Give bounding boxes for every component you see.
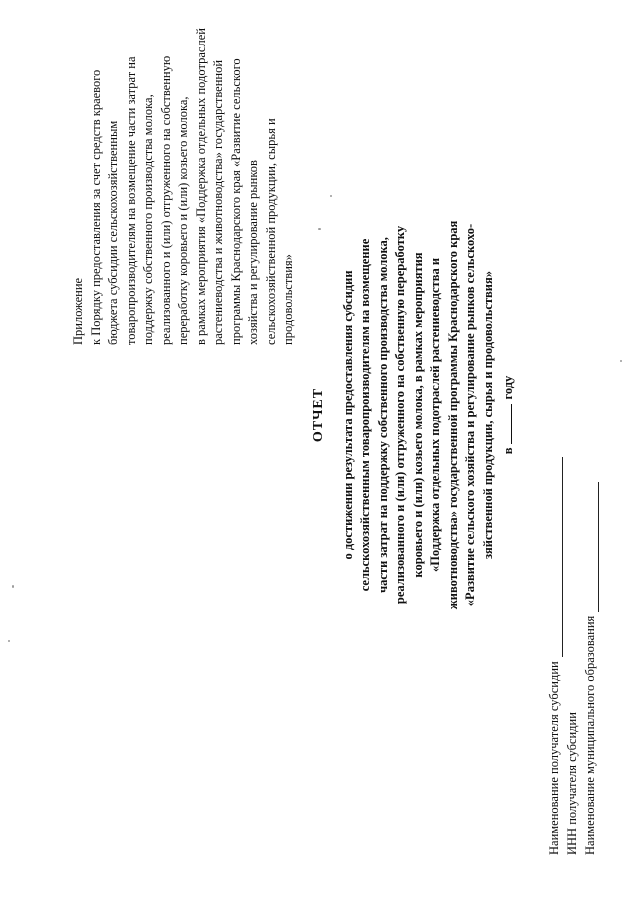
recipient-name-label: Наименование получателя субсидии [547, 661, 561, 855]
appendix-header [70, 28, 298, 345]
appendix-line: продовольствия» [281, 254, 295, 345]
municipality-blank[interactable] [585, 482, 599, 612]
report-subtitle-line: коровьего и (или) козьего молока, в рамках мероприятия [410, 252, 425, 578]
appendix-line: в рамках мероприятия «Поддержка отдельных подотраслей [193, 28, 208, 345]
recipient-inn-label: ИНН получателя субсидии [565, 712, 579, 855]
scan-speck [318, 228, 321, 230]
appendix-line: хозяйства и регулирование рынков [246, 160, 260, 345]
report-title: ОТЧЕТ [311, 387, 326, 443]
report-subtitle-line: зяйственной продукции, сырья и продовольствия» [480, 270, 495, 560]
recipient-name-row [545, 295, 563, 855]
scan-speck [12, 585, 14, 588]
report-subtitle-line: реализованного и (или) отгруженного на собственную переработку [393, 225, 407, 605]
recipient-name-blank[interactable] [549, 457, 563, 657]
report-period [499, 65, 518, 765]
report-subtitle-line: животноводства» государственной программы Краснодарского края [445, 220, 460, 610]
year-blank-field[interactable] [499, 404, 512, 444]
appendix-line: программы Краснодарского края «Развитие сельского [228, 58, 243, 345]
appendix-line: товаропроизводителям на возмещение части затрат на [123, 56, 138, 345]
municipality-row [581, 295, 599, 855]
municipality-label: Наименование муниципального образования [583, 615, 597, 855]
appendix-line: реализованного и (или) отгруженного на собственную [158, 55, 173, 345]
period-suffix: году [501, 375, 515, 400]
scan-speck [330, 195, 332, 197]
appendix-line: сельскохозяйственной продукции, сырья и [263, 118, 278, 345]
appendix-line: Приложение [71, 277, 85, 345]
report-subtitle-line: «Поддержка отдельных подотраслей растениеводства и [428, 257, 442, 573]
appendix-line: переработку коровьего и (или) козьего молока, [176, 96, 190, 345]
period-prefix: в [501, 447, 515, 455]
report-subtitle-line: о достижении результата предоставления субсидии [340, 270, 355, 560]
scan-speck [8, 640, 10, 642]
appendix-line: растениеводства и животноводства» государственной [211, 59, 225, 345]
recipient-inn-row [563, 295, 581, 855]
appendix-line: к Порядку предоставления за счет средств краевого [88, 69, 103, 345]
appendix-line: бюджета субсидии сельскохозяйственным [106, 120, 120, 345]
report-subtitle-line: части затрат на поддержку собственного производства молока, [375, 237, 390, 593]
recipient-fields [545, 295, 599, 855]
appendix-line: поддержку собственного производства молока, [141, 94, 155, 345]
report-subtitle-line: сельскохозяйственным товаропроизводителям на возмещение [358, 238, 372, 592]
report-subtitle-line: «Развитие сельского хозяйства и регулирование рынков сельскохо- [463, 223, 477, 607]
report-heading [310, 65, 518, 765]
scan-speck [620, 360, 622, 362]
